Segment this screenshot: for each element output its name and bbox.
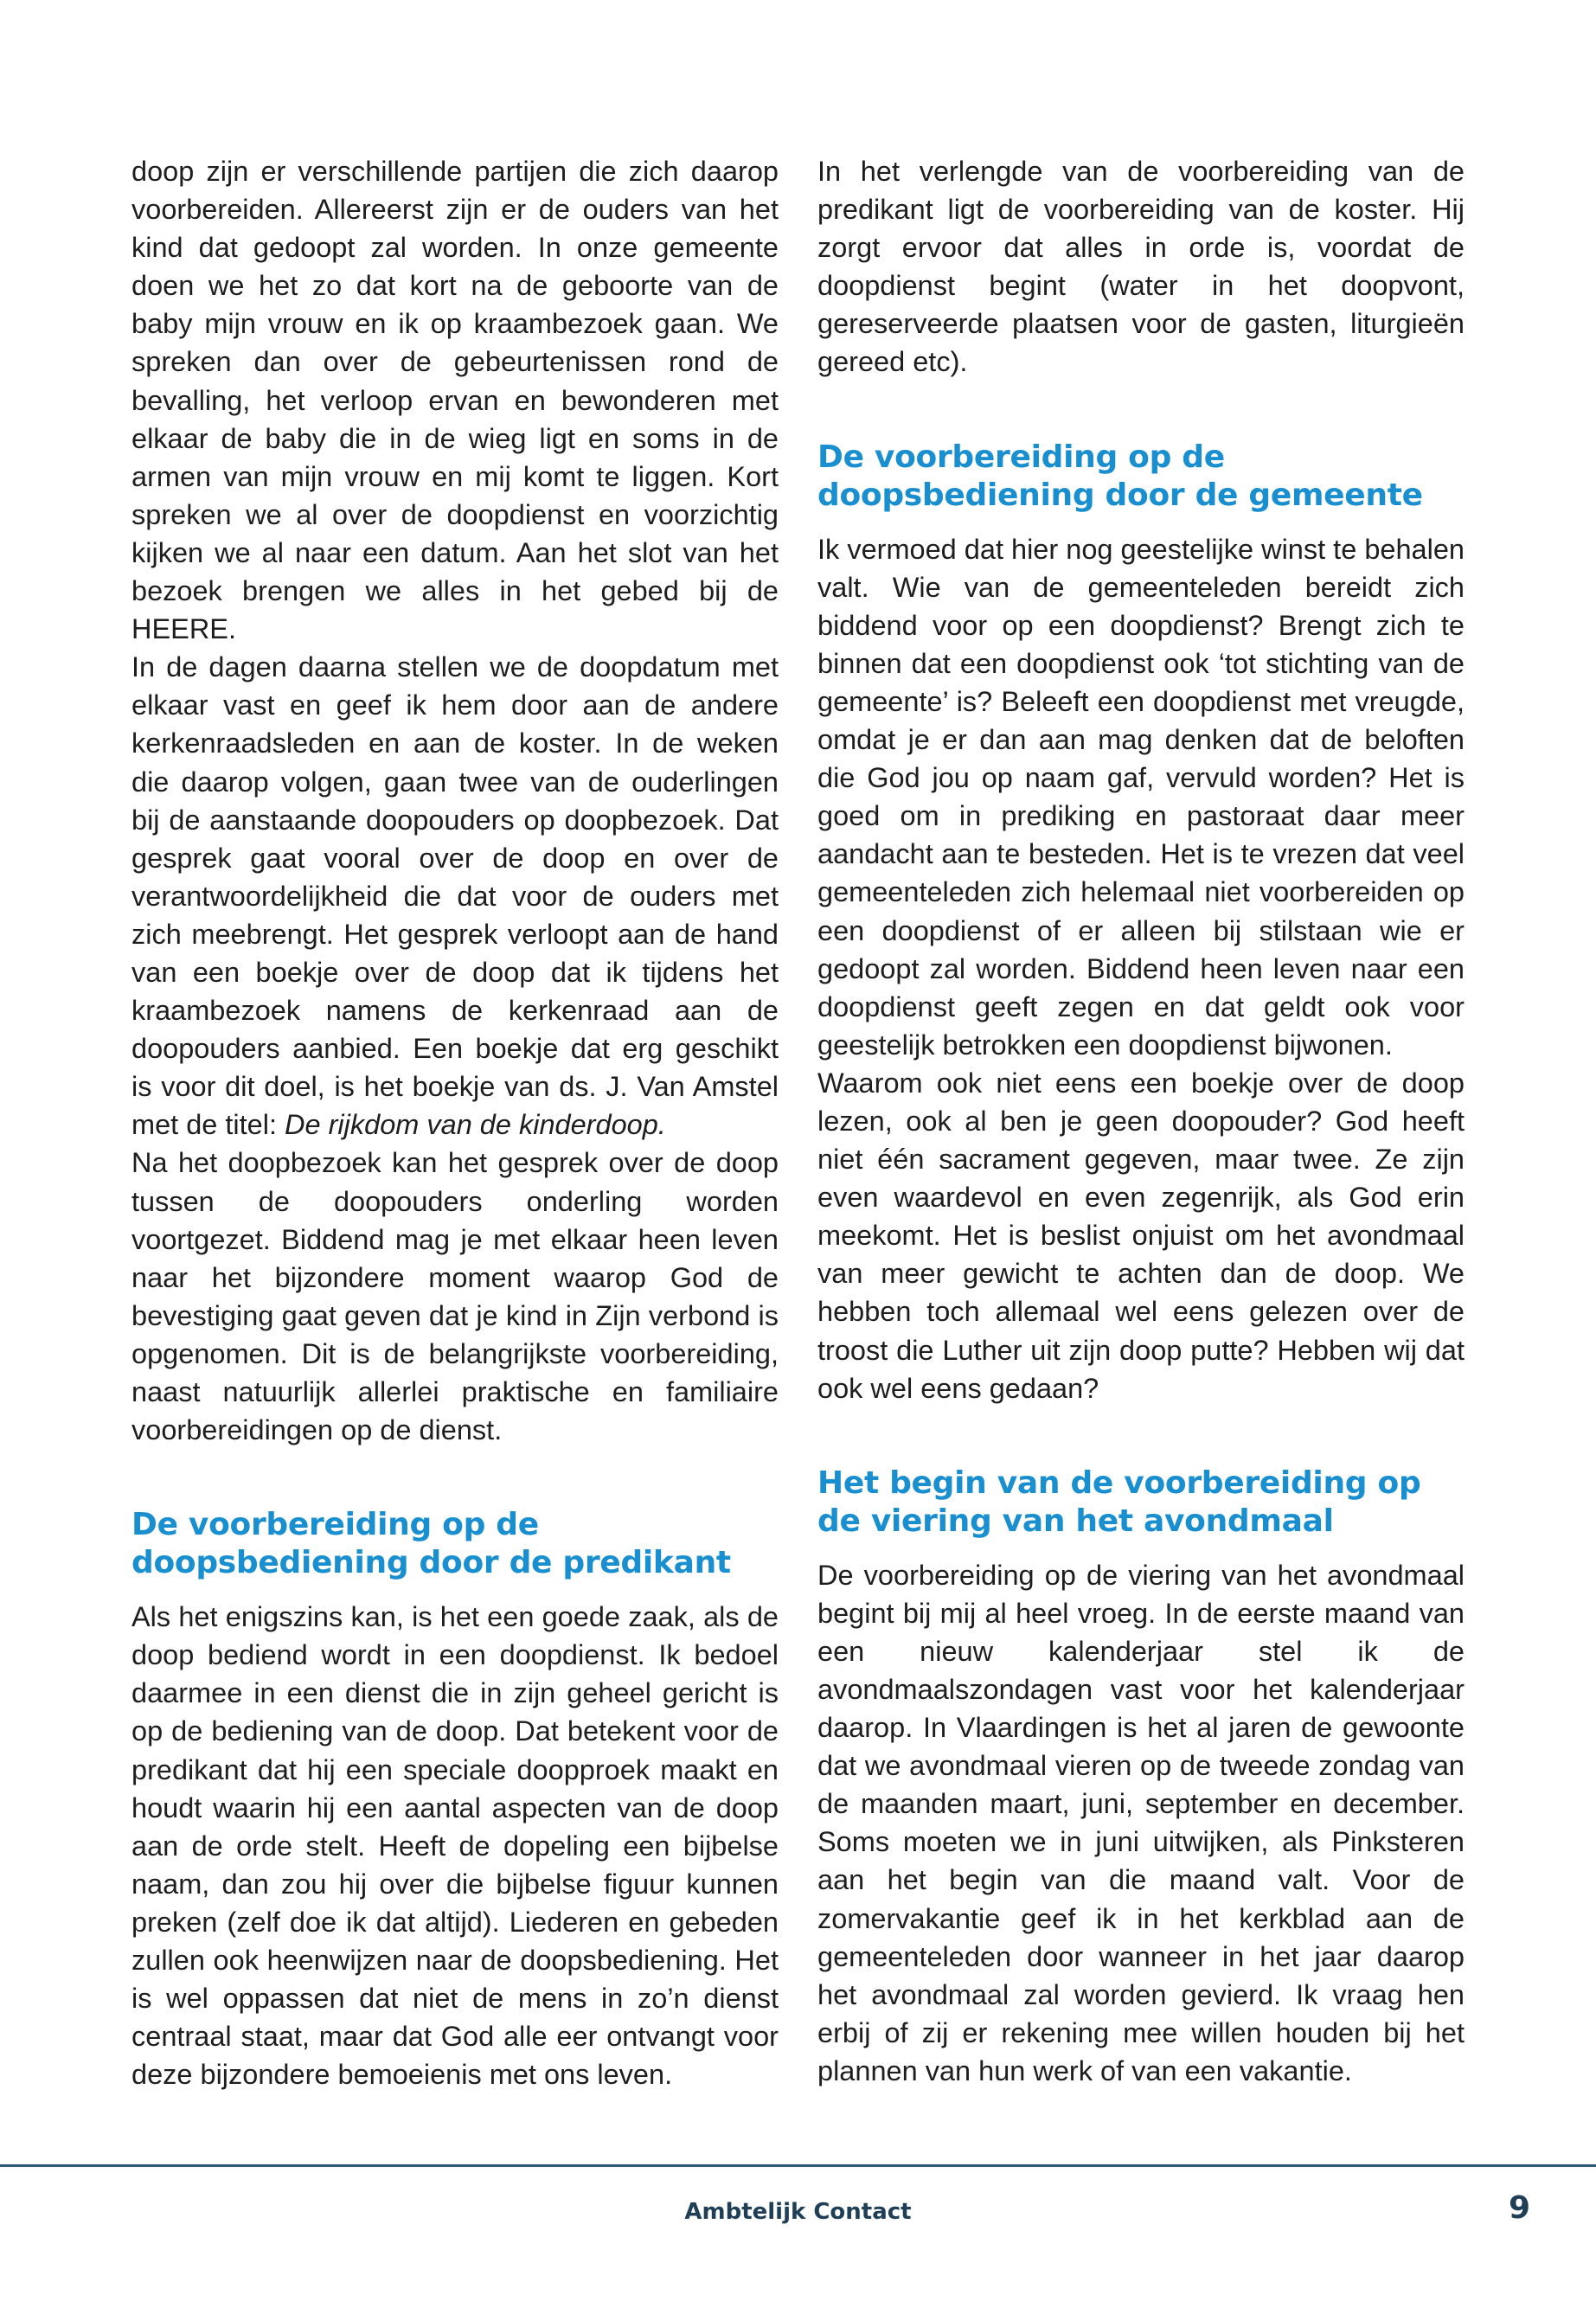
body-paragraph-doopbezoek [131,648,779,1144]
heading-line: De voorbereiding op de [817,439,1225,475]
body-paragraph-boekje: Waarom ook niet eens een boekje over de doop lezen, ook al ben je geen doopouder? God heeft niet één sacrament gegeven, maar twee. Ze zijn even waardevol en even zegenrijk, als God erin meekomt. Het is beslist onjuist om het avondmaal van meer gewicht te achten dan de doop. We hebben toch allemaal wel eens gelezen over de troost die Luther uit zijn doop putte? Hebben wij dat ook wel eens gedaan? [817,1067,1465,1404]
right-column [817,152,1465,2090]
heading-line: doopsbediening door de predikant [131,1545,731,1581]
heading-line: Het begin van de voorbereiding op [817,1465,1421,1501]
left-column [131,152,779,2093]
section-heading-avondmaal [817,1465,1465,1541]
heading-line: doopsbediening door de gemeente [817,477,1423,513]
section-heading-predikant [131,1506,779,1582]
body-paragraph-doopouders: Na het doopbezoek kan het gesprek over de doop tussen de doopouders onderling worden voortgezet. Biddend mag je met elkaar heen leven naar het bijzondere moment waarop God de bevestiging gaat geven dat je kind in Zijn verbond is opgenomen. Dit is de belangrijkste voorbereiding, naast natuurlijk allerlei praktische en familiaire voorbereidingen op de dienst. [131,1147,779,1446]
body-paragraph-geestelijke-winst: Ik vermoed dat hier nog geestelijke winst te behalen valt. Wie van de gemeenteleden bereidt zich biddend voor op een doopdienst? Brengt zich te binnen dat een doopdienst ook ‘tot stichting van de gemeente’ is? Beleeft een doopdienst met vreugde, omdat je er dan aan mag denken dat de beloften die God jou op naam gaf, vervuld worden? Het is goed om in prediking en pastoraat daar meer aandacht aan te besteden. Het is te vrezen dat veel gemeenteleden zich helemaal niet voorbereiden op een doopdienst of er alleen bij stilstaan wie er gedoopt zal worden. Biddend heen leven naar een doopdienst geeft zegen en dat geldt ook voor geestelijk betrokken een doopdienst bijwonen. [817,533,1465,1061]
book-title: De rijkdom van de kinderdoop. [285,1109,666,1141]
body-paragraph-doopdienst: Als het enigszins kan, is het een goede zaak, als de doop bediend wordt in een doopdienst. Ik bedoel daarmee in een dienst die in zijn geheel gericht is op de bediening van de doop. Dat betekent voor de predikant dat hij een speciale doopproek maakt en houdt waarin hij een aantal aspecten van de doop aan de orde stelt. Heeft de dopeling een bijbelse naam, dan zou hij over die bijbelse figuur kunnen preken (zelf doe ik dat altijd). Liederen en gebeden zullen ook heenwijzen naar de doopsbediening. Het is wel oppassen dat niet de mens in zo’n dienst centraal staat, maar dat God alle eer ontvangt voor deze bijzondere bemoeienis met ons leven. [131,1601,779,2091]
section-heading-gemeente [817,439,1465,515]
body-paragraph-avondmaal: De voorbereiding op de viering van het avondmaal begint bij mij al heel vroeg. In de eerste maand van een nieuw kalenderjaar stel ik de avondmaalszondagen vast voor het kalenderjaar daarop. In Vlaardingen is het al jaren de gewoonte dat we avondmaal vieren op de tweede zondag van de maanden maart, juni, september en december. Soms moeten we in juni uitwijken, als Pinksteren aan het begin van die maand valt. Voor de zomervakantie geef ik in het kerkblad aan de gemeenteleden door wanneer in het jaar daarop het avondmaal zal worden gevierd. Ik vraag hen erbij of zij er rekening mee willen houden bij het plannen van hun werk of van een vakantie. [817,1559,1465,2086]
footer-rule [0,2164,1596,2167]
footer-publication-title: Ambtelijk Contact [684,2199,912,2225]
body-paragraph-kraambezoek: doop zijn er verschillende partijen die zich daarop voorbereiden. Allereerst zijn er de ouders van het kind dat gedoopt zal worden. In onze gemeente doen we het zo dat kort na de geboorte van de baby mijn vrouw en ik op kraambezoek gaan. We spreken dan over de gebeurtenissen rond de bevalling, het verloop ervan en bewonderen met elkaar de baby die in de wieg ligt en soms in de armen van mijn vrouw en mij komt te liggen. Kort spreken we al over de doopdienst en voorzichtig kijken we al naar een datum. Aan het slot van het bezoek brengen we alles in het gebed bij de HEERE. [131,156,779,645]
page-number: 9 [1508,2190,1530,2226]
body-paragraph-koster: In het verlengde van de voorbereiding van de predikant ligt de voorbereiding van de koster. Hij zorgt ervoor dat alles in orde is, voordat de doopdienst begint (water in het doopvont, gereserveerde plaatsen voor de gasten, liturgieën gereed etc). [817,156,1465,378]
body-text: In de dagen daarna stellen we de doopdatum met elkaar vast en geef ik hem door aan de andere kerkenraadsleden en aan de koster. In de weken die daarop volgen, gaan twee van de ouderlingen bij de aanstaande doopouders op doopbezoek. Dat gesprek gaat vooral over de doop en over de verantwoordelijkheid die dat voor de ouders met zich meebrengt. Het gesprek verloopt aan de hand van een boekje over de doop dat ik tijdens het kraambezoek namens de kerkenraad aan de doopouders aanbied. Een boekje dat erg geschikt is voor dit doel, is het boekje van ds. J. Van Amstel met de titel: [131,651,779,1141]
heading-line: de viering van het avondmaal [817,1503,1334,1539]
heading-line: De voorbereiding op de [131,1507,539,1543]
